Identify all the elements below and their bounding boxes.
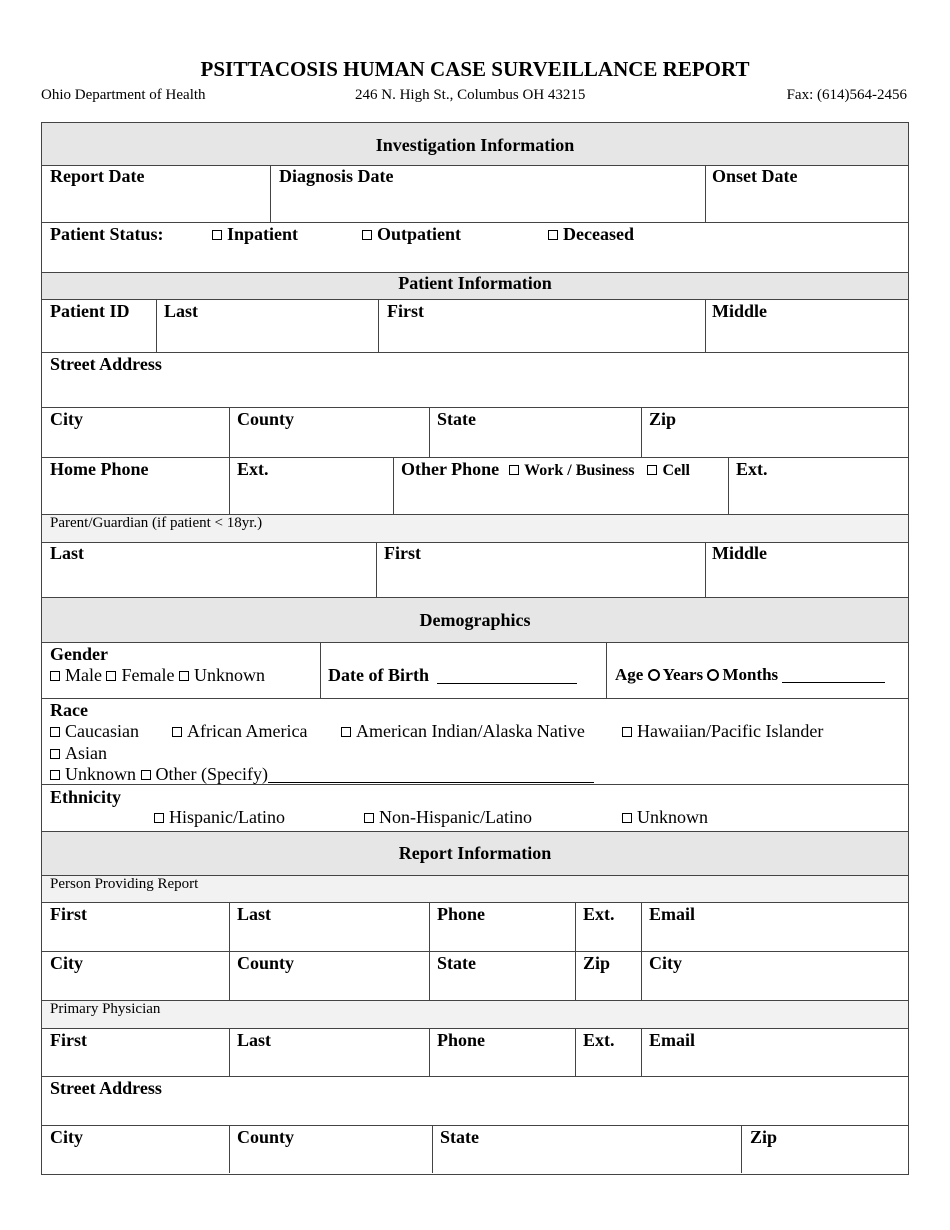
cell-checkbox[interactable]: Cell — [647, 462, 690, 479]
rule — [42, 642, 908, 643]
rule — [42, 951, 908, 952]
provider-phone-field[interactable]: Phone — [437, 904, 486, 924]
physician-state-field[interactable]: State — [440, 1127, 479, 1147]
provider-ext-field[interactable]: Ext. — [583, 904, 615, 924]
demographics-section-title: Demographics — [419, 610, 531, 630]
race-caucasian-checkbox[interactable]: Caucasian — [50, 721, 139, 742]
rule — [641, 1029, 642, 1076]
race-other-blank[interactable] — [268, 782, 594, 783]
age-blank[interactable] — [782, 682, 885, 683]
rule — [42, 831, 908, 832]
guardian-label: Parent/Guardian (if patient < 18yr.) — [50, 515, 263, 531]
agency-fax: Fax: (614)564-2456 — [786, 87, 907, 103]
other-phone-field[interactable]: Other Phone Work / Business Cell — [401, 459, 690, 479]
checkbox-icon — [50, 671, 60, 681]
dob-field[interactable]: Date of Birth — [328, 665, 577, 686]
rule — [575, 1029, 576, 1076]
patient-county-field[interactable]: County — [237, 409, 295, 429]
patient-section-title: Patient Information — [398, 273, 552, 293]
rule — [42, 1076, 908, 1077]
patient-street-field[interactable]: Street Address — [50, 354, 162, 374]
rule — [728, 458, 729, 514]
rule — [229, 1029, 230, 1076]
gender-label: Gender — [50, 644, 108, 664]
rule — [705, 300, 706, 352]
provider-city2-field[interactable]: City — [649, 953, 682, 973]
ethnicity-non-hispanic-checkbox[interactable]: Non-Hispanic/Latino — [364, 807, 532, 828]
onset-date-field[interactable]: Onset Date — [712, 166, 798, 186]
checkbox-icon — [362, 230, 372, 240]
ethnicity-label: Ethnicity — [50, 787, 122, 807]
race-asian-checkbox[interactable]: Asian — [50, 743, 107, 764]
checkbox-icon — [179, 671, 189, 681]
rule — [429, 903, 430, 1000]
patient-middle-field[interactable]: Middle — [712, 301, 768, 321]
page-title: PSITTACOSIS HUMAN CASE SURVEILLANCE REPORT — [200, 57, 750, 81]
status-inpatient-checkbox[interactable]: Inpatient — [212, 224, 298, 245]
provider-city-field[interactable]: City — [50, 953, 83, 973]
ethnicity-unknown-checkbox[interactable]: Unknown — [622, 807, 708, 828]
physician-ext-field[interactable]: Ext. — [583, 1030, 615, 1050]
rule — [156, 300, 157, 352]
checkbox-icon — [50, 727, 60, 737]
patient-status-label: Patient Status: — [50, 224, 164, 244]
patient-city-field[interactable]: City — [50, 409, 83, 429]
rule — [42, 352, 908, 353]
race-other-checkbox[interactable]: Other (Specify) — [141, 764, 268, 784]
patient-first-field[interactable]: First — [387, 301, 424, 321]
rule — [641, 408, 642, 457]
rule — [606, 643, 607, 698]
rule — [42, 1028, 908, 1029]
ethnicity-hispanic-checkbox[interactable]: Hispanic/Latino — [154, 807, 285, 828]
gender-options — [50, 665, 265, 686]
diagnosis-date-field[interactable]: Diagnosis Date — [279, 166, 394, 186]
physician-first-field[interactable]: First — [50, 1030, 87, 1050]
checkbox-icon — [141, 770, 151, 780]
physician-city-field[interactable]: City — [50, 1127, 83, 1147]
checkbox-icon — [548, 230, 558, 240]
rule — [741, 1126, 742, 1173]
radio-icon — [648, 669, 660, 681]
other-phone-ext-field[interactable]: Ext. — [736, 459, 768, 479]
rule — [376, 543, 377, 597]
gender-unknown-checkbox[interactable]: Unknown — [179, 665, 265, 685]
guardian-first-field[interactable]: First — [384, 543, 421, 563]
rule — [42, 597, 908, 598]
checkbox-icon — [212, 230, 222, 240]
provider-county-field[interactable]: County — [237, 953, 295, 973]
patient-state-field[interactable]: State — [437, 409, 476, 429]
provider-first-field[interactable]: First — [50, 904, 87, 924]
race-unknown-checkbox[interactable]: Unknown — [50, 764, 136, 784]
rule — [575, 903, 576, 1000]
checkbox-icon — [106, 671, 116, 681]
patient-zip-field[interactable]: Zip — [649, 409, 677, 429]
race-other-row — [50, 764, 594, 785]
rule — [229, 903, 230, 1000]
rule — [42, 698, 908, 699]
age-field[interactable]: Age Years Months — [615, 665, 885, 685]
rule — [705, 543, 706, 597]
physician-last-field[interactable]: Last — [237, 1030, 272, 1050]
rule — [432, 1126, 433, 1173]
status-outpatient-checkbox[interactable]: Outpatient — [362, 224, 461, 245]
physician-email-field[interactable]: Email — [649, 1030, 696, 1050]
status-deceased-checkbox[interactable]: Deceased — [548, 224, 634, 245]
checkbox-icon — [622, 813, 632, 823]
rule — [42, 902, 908, 903]
agency-address: 246 N. High St., Columbus OH 43215 — [355, 87, 586, 103]
rule — [42, 407, 908, 408]
rule — [42, 222, 908, 223]
physician-zip-field[interactable]: Zip — [750, 1127, 778, 1147]
rule — [378, 300, 379, 352]
physician-street-field[interactable]: Street Address — [50, 1078, 162, 1098]
rule — [42, 542, 908, 543]
guardian-middle-field[interactable]: Middle — [712, 543, 768, 563]
rule — [270, 166, 271, 222]
checkbox-icon — [50, 770, 60, 780]
physician-phone-field[interactable]: Phone — [437, 1030, 486, 1050]
investigation-section-title: Investigation Information — [375, 135, 575, 155]
gender-male-checkbox[interactable]: Male — [50, 665, 102, 685]
physician-label: Primary Physician — [50, 1001, 161, 1017]
rule — [42, 1000, 908, 1001]
checkbox-icon — [341, 727, 351, 737]
rule — [429, 408, 430, 457]
rule — [42, 457, 908, 458]
rule — [393, 458, 394, 514]
dob-blank[interactable] — [437, 683, 577, 684]
report-date-field[interactable]: Report Date — [50, 166, 145, 186]
rule — [320, 643, 321, 698]
rule — [42, 299, 908, 300]
rule — [229, 1126, 230, 1173]
provider-email-field[interactable]: Email — [649, 904, 696, 924]
home-phone-ext-field[interactable]: Ext. — [237, 459, 269, 479]
checkbox-icon — [50, 749, 60, 759]
checkbox-icon — [154, 813, 164, 823]
report-section-title: Report Information — [398, 843, 552, 863]
rule — [641, 903, 642, 1000]
guardian-last-field[interactable]: Last — [50, 543, 85, 563]
rule — [42, 1125, 908, 1126]
checkbox-icon — [622, 727, 632, 737]
home-phone-field[interactable]: Home Phone — [50, 459, 149, 479]
age-years-radio[interactable]: Years — [648, 665, 704, 684]
rule — [229, 408, 230, 514]
checkbox-icon — [509, 465, 519, 475]
provider-state-field[interactable]: State — [437, 953, 476, 973]
rule — [429, 1029, 430, 1076]
physician-county-field[interactable]: County — [237, 1127, 295, 1147]
work-business-checkbox[interactable]: Work / Business — [509, 462, 634, 479]
race-american-indian-checkbox[interactable]: American Indian/Alaska Native — [341, 721, 585, 742]
age-months-radio[interactable]: Months — [707, 665, 778, 684]
race-african-america-checkbox[interactable]: African America — [172, 721, 307, 742]
rule — [705, 166, 706, 222]
agency-name: Ohio Department of Health — [41, 87, 206, 103]
provider-zip-field[interactable]: Zip — [583, 953, 611, 973]
provider-label: Person Providing Report — [50, 876, 199, 892]
provider-last-field[interactable]: Last — [237, 904, 272, 924]
race-label: Race — [50, 700, 88, 720]
gender-female-checkbox[interactable]: Female — [106, 665, 174, 685]
checkbox-icon — [172, 727, 182, 737]
checkbox-icon — [647, 465, 657, 475]
race-hawaiian-checkbox[interactable]: Hawaiian/Pacific Islander — [622, 721, 823, 742]
patient-last-field[interactable]: Last — [164, 301, 199, 321]
patient-id-field[interactable]: Patient ID — [50, 301, 130, 321]
radio-icon — [707, 669, 719, 681]
checkbox-icon — [364, 813, 374, 823]
